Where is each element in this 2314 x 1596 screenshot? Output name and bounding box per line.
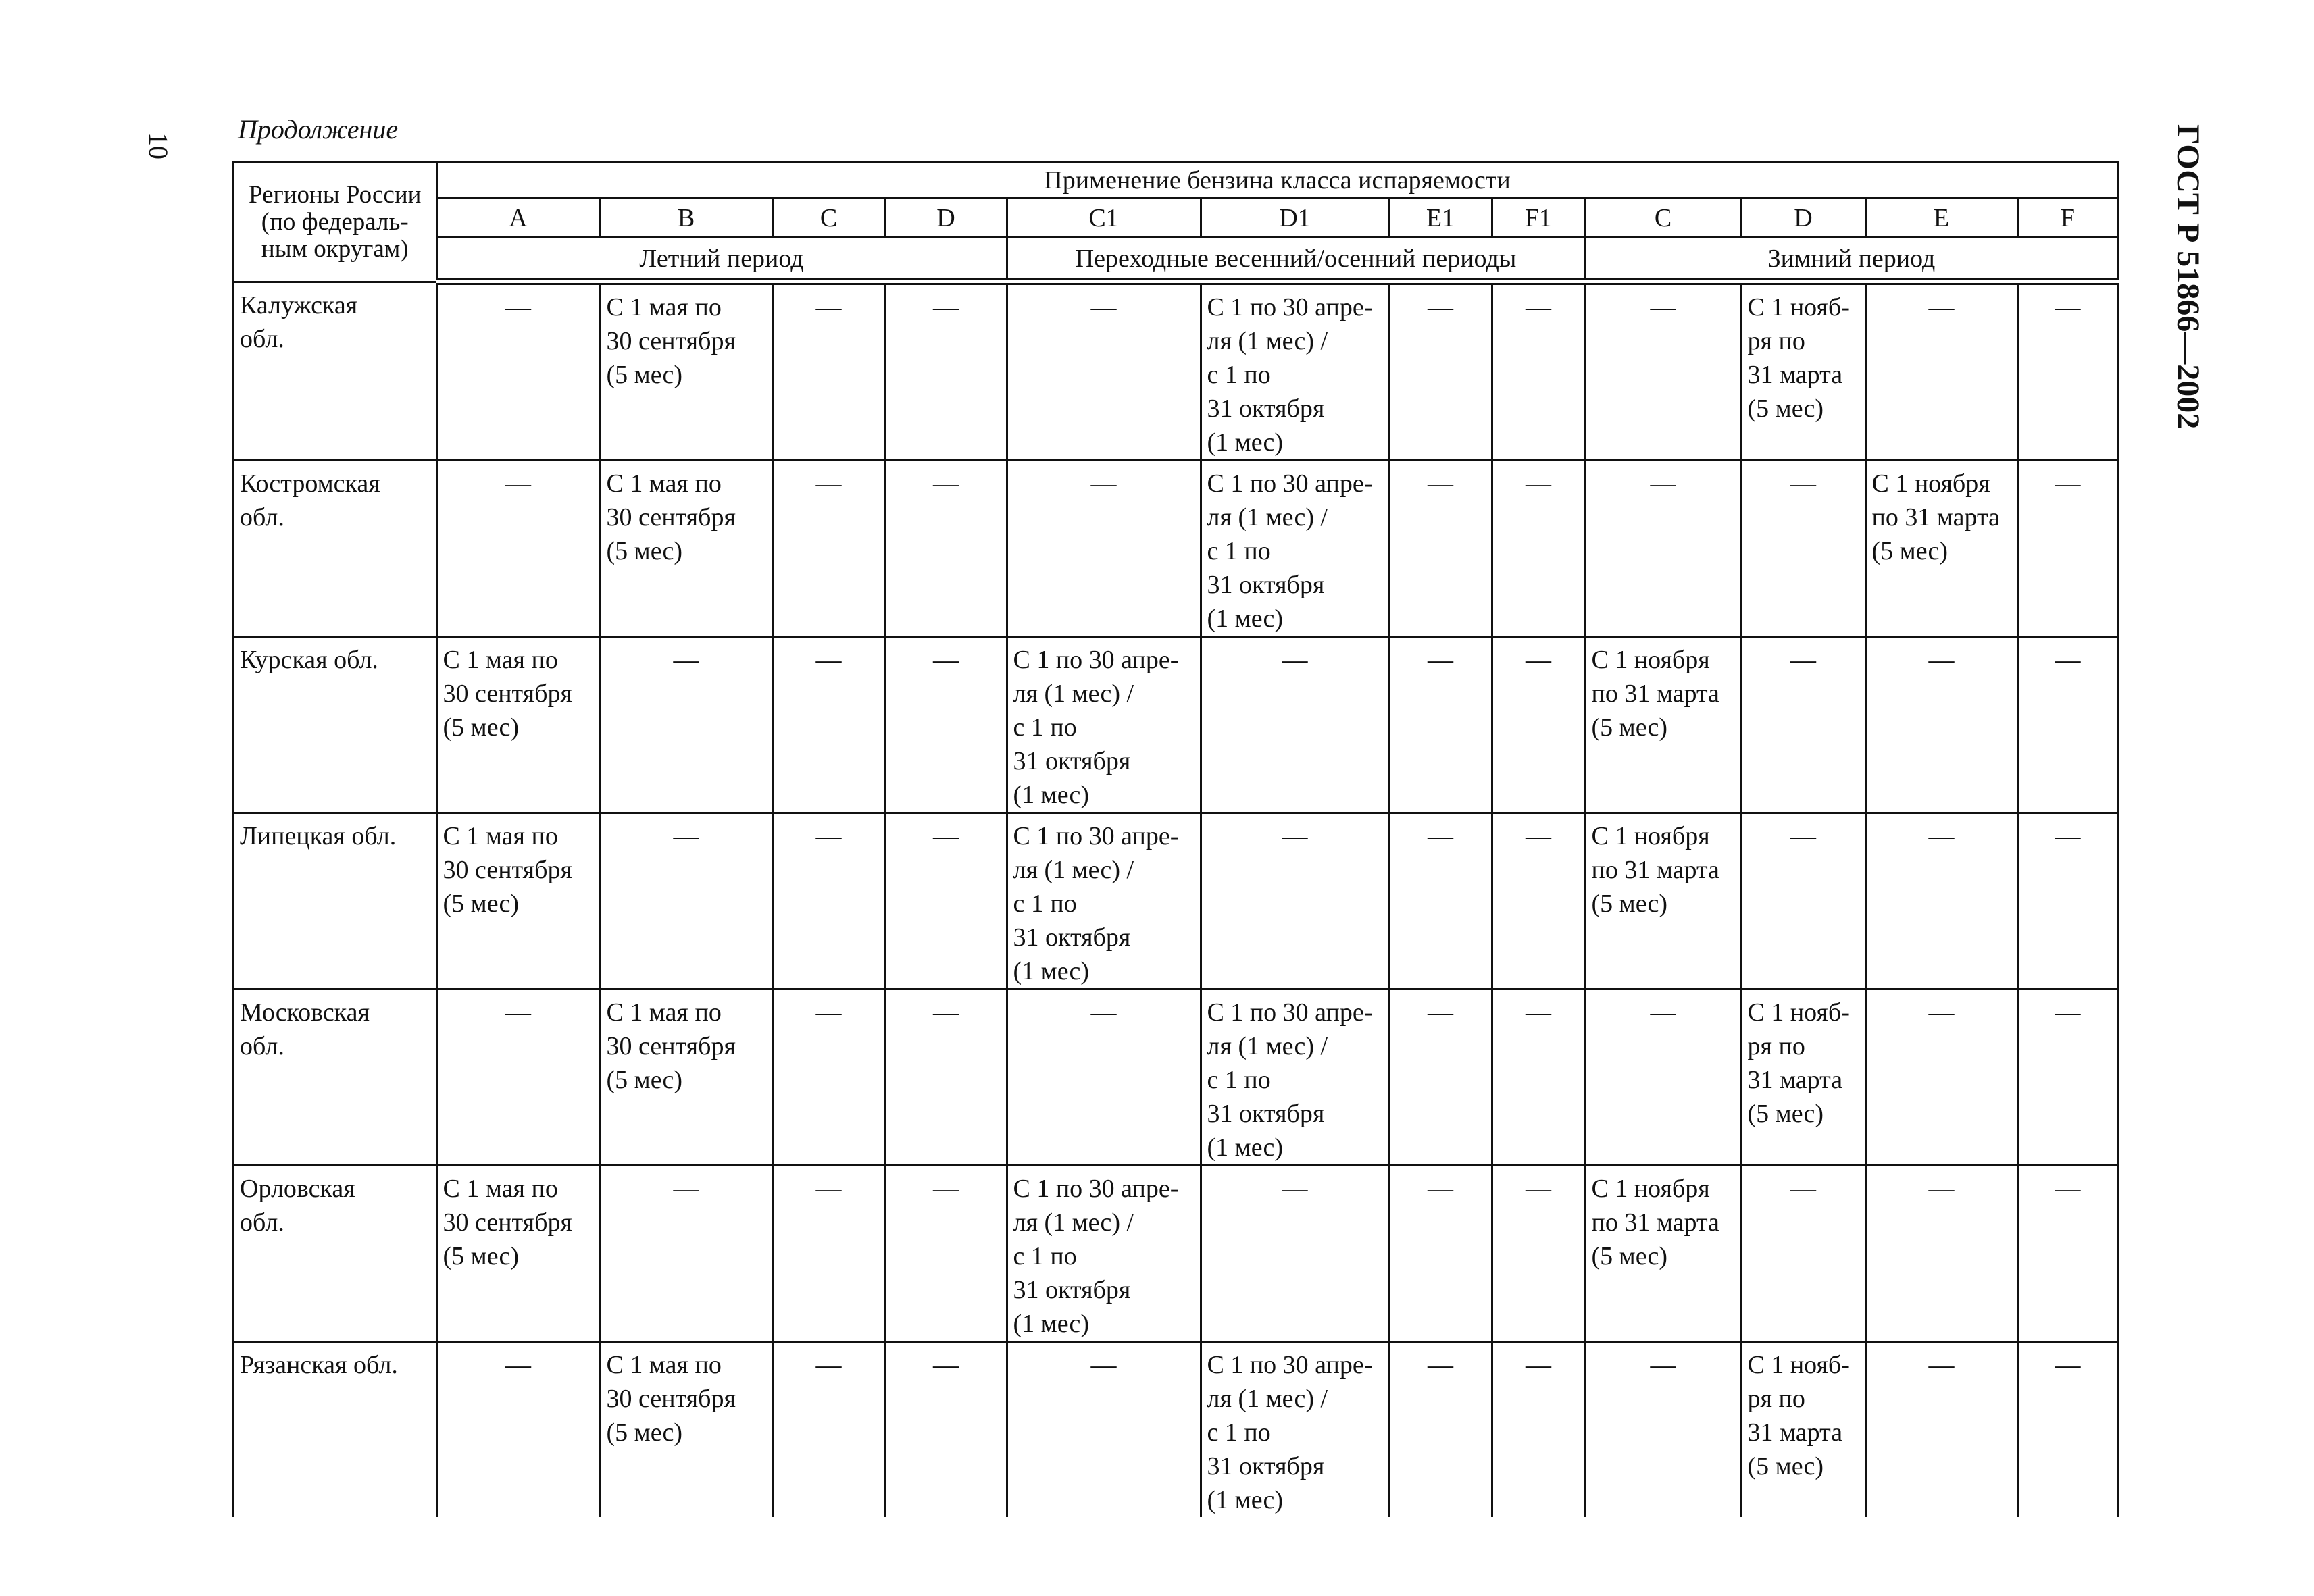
table-row <box>233 1342 2118 1518</box>
table-cell: — <box>1865 282 2017 461</box>
table-cell: — <box>436 461 600 637</box>
table-cell: — <box>1007 282 1201 461</box>
table-cell: — <box>885 1166 1007 1342</box>
table-cell: — <box>436 282 600 461</box>
class-header: C <box>772 199 885 238</box>
gasoline-volatility-table <box>232 161 2119 1517</box>
table-row <box>233 813 2118 989</box>
table-cell: С 1 мая по 30 сентября (5 мес) <box>436 637 600 813</box>
table-cell: — <box>885 461 1007 637</box>
table-cell: — <box>1007 989 1201 1166</box>
standard-code: ГОСТ Р 51866—2002 <box>2170 124 2206 430</box>
table-row <box>233 282 2118 461</box>
period-winter: Зимний период <box>1585 238 2118 282</box>
table-cell: С 1 нояб- ря по 31 марта (5 мес) <box>1741 1342 1865 1518</box>
table-cell: — <box>885 989 1007 1166</box>
table-cell: — <box>1389 1342 1492 1518</box>
region-cell: Московская обл. <box>233 989 436 1166</box>
table-cell: — <box>1201 813 1389 989</box>
table-cell: — <box>600 813 772 989</box>
table-cell: — <box>2017 637 2118 813</box>
table-cell: — <box>1492 989 1585 1166</box>
table-cell: — <box>1585 282 1741 461</box>
table-cell: — <box>2017 461 2118 637</box>
table-cell: — <box>1585 461 1741 637</box>
table-cell: — <box>1201 1166 1389 1342</box>
table-cell: С 1 по 30 апре- ля (1 мес) / с 1 по 31 октября (1 мес) <box>1007 813 1201 989</box>
table-cell: — <box>772 813 885 989</box>
table-cell: С 1 по 30 апре- ля (1 мес) / с 1 по 31 октября (1 мес) <box>1201 282 1389 461</box>
table-cell: — <box>1865 1342 2017 1518</box>
table-cell: С 1 по 30 апре- ля (1 мес) / с 1 по 31 октября (1 мес) <box>1201 989 1389 1166</box>
table-cell: — <box>1741 813 1865 989</box>
class-header: C <box>1585 199 1741 238</box>
class-header: E1 <box>1389 199 1492 238</box>
table-cell: — <box>1389 1166 1492 1342</box>
table-cell: — <box>885 282 1007 461</box>
table-cell: — <box>772 1166 885 1342</box>
usage-header: Применение бензина класса испаряемости <box>436 162 2118 199</box>
table-cell: С 1 мая по 30 сентября (5 мес) <box>436 813 600 989</box>
table-cell: — <box>1389 637 1492 813</box>
class-header: B <box>600 199 772 238</box>
table-cell: — <box>1492 813 1585 989</box>
table-cell: — <box>885 813 1007 989</box>
class-header: D <box>1741 199 1865 238</box>
table-cell: — <box>1389 282 1492 461</box>
region-cell: Орловская обл. <box>233 1166 436 1342</box>
table-cell: С 1 мая по 30 сентября (5 мес) <box>436 1166 600 1342</box>
class-header: D <box>885 199 1007 238</box>
table-cell: С 1 ноября по 31 марта (5 мес) <box>1585 813 1741 989</box>
table-cell: — <box>772 461 885 637</box>
table-cell: — <box>1492 461 1585 637</box>
table-cell: — <box>1389 461 1492 637</box>
table-cell: — <box>1741 461 1865 637</box>
table-cell: — <box>436 1342 600 1518</box>
table-cell: С 1 ноября по 31 марта (5 мес) <box>1585 637 1741 813</box>
table-cell: — <box>1492 1166 1585 1342</box>
table-cell: — <box>1007 461 1201 637</box>
table-cell: — <box>1585 1342 1741 1518</box>
class-header: F <box>2017 199 2118 238</box>
table-cell: — <box>772 282 885 461</box>
table-row <box>233 637 2118 813</box>
region-cell: Калужская обл. <box>233 282 436 461</box>
table-cell: — <box>2017 282 2118 461</box>
period-summer: Летний период <box>436 238 1007 282</box>
table-cell: — <box>436 989 600 1166</box>
table-cell: — <box>1492 637 1585 813</box>
table-cell: С 1 мая по 30 сентября (5 мес) <box>600 282 772 461</box>
table-cell: — <box>1865 1166 2017 1342</box>
table-cell: — <box>772 637 885 813</box>
table-cell: — <box>1389 989 1492 1166</box>
table-cell: С 1 ноября по 31 марта (5 мес) <box>1865 461 2017 637</box>
table-cell: — <box>1865 637 2017 813</box>
table-cell: С 1 нояб- ря по 31 марта (5 мес) <box>1741 282 1865 461</box>
region-cell: Липецкая обл. <box>233 813 436 989</box>
table-cell: — <box>1865 989 2017 1166</box>
table-cell: — <box>1865 813 2017 989</box>
class-header: A <box>436 199 600 238</box>
table-cell: — <box>1741 637 1865 813</box>
table-cell: С 1 мая по 30 сентября (5 мес) <box>600 1342 772 1518</box>
table-cell: — <box>772 989 885 1166</box>
table-cell: — <box>885 1342 1007 1518</box>
page-number: 10 <box>143 132 174 159</box>
table-cell: С 1 по 30 апре- ля (1 мес) / с 1 по 31 октября (1 мес) <box>1007 1166 1201 1342</box>
region-cell: Костромская обл. <box>233 461 436 637</box>
table-cell: — <box>600 637 772 813</box>
table-cell: С 1 мая по 30 сентября (5 мес) <box>600 461 772 637</box>
region-cell: Курская обл. <box>233 637 436 813</box>
class-header: E <box>1865 199 2017 238</box>
table-row <box>233 461 2118 637</box>
class-header: C1 <box>1007 199 1201 238</box>
table-cell: — <box>1492 1342 1585 1518</box>
table-cell: С 1 по 30 апре- ля (1 мес) / с 1 по 31 октября (1 мес) <box>1201 1342 1389 1518</box>
table-cell: С 1 по 30 апре- ля (1 мес) / с 1 по 31 октября (1 мес) <box>1007 637 1201 813</box>
table-cell: — <box>772 1342 885 1518</box>
table-cell: — <box>2017 1342 2118 1518</box>
table-cell: — <box>2017 813 2118 989</box>
table-cell: С 1 по 30 апре- ля (1 мес) / с 1 по 31 октября (1 мес) <box>1201 461 1389 637</box>
table-cell: — <box>1201 637 1389 813</box>
table-cell: — <box>1585 989 1741 1166</box>
table-cell: — <box>2017 989 2118 1166</box>
region-column-header: Регионы России (по федераль- ным округам) <box>233 162 436 282</box>
table-cell: — <box>2017 1166 2118 1342</box>
region-cell: Рязанская обл. <box>233 1342 436 1518</box>
table-cell: — <box>1492 282 1585 461</box>
table-cell: С 1 нояб- ря по 31 марта (5 мес) <box>1741 989 1865 1166</box>
table-row <box>233 1166 2118 1342</box>
table-cell: — <box>1741 1166 1865 1342</box>
table-cell: — <box>885 637 1007 813</box>
table-cell: — <box>600 1166 772 1342</box>
table-row <box>233 989 2118 1166</box>
period-transitional: Переходные весенний/осенний периоды <box>1007 238 1585 282</box>
table-cell: С 1 ноября по 31 марта (5 мес) <box>1585 1166 1741 1342</box>
table-cell: С 1 мая по 30 сентября (5 мес) <box>600 989 772 1166</box>
table-cell: — <box>1389 813 1492 989</box>
continuation-label: Продолжение <box>238 114 399 145</box>
table-cell: — <box>1007 1342 1201 1518</box>
class-header: D1 <box>1201 199 1389 238</box>
class-header: F1 <box>1492 199 1585 238</box>
